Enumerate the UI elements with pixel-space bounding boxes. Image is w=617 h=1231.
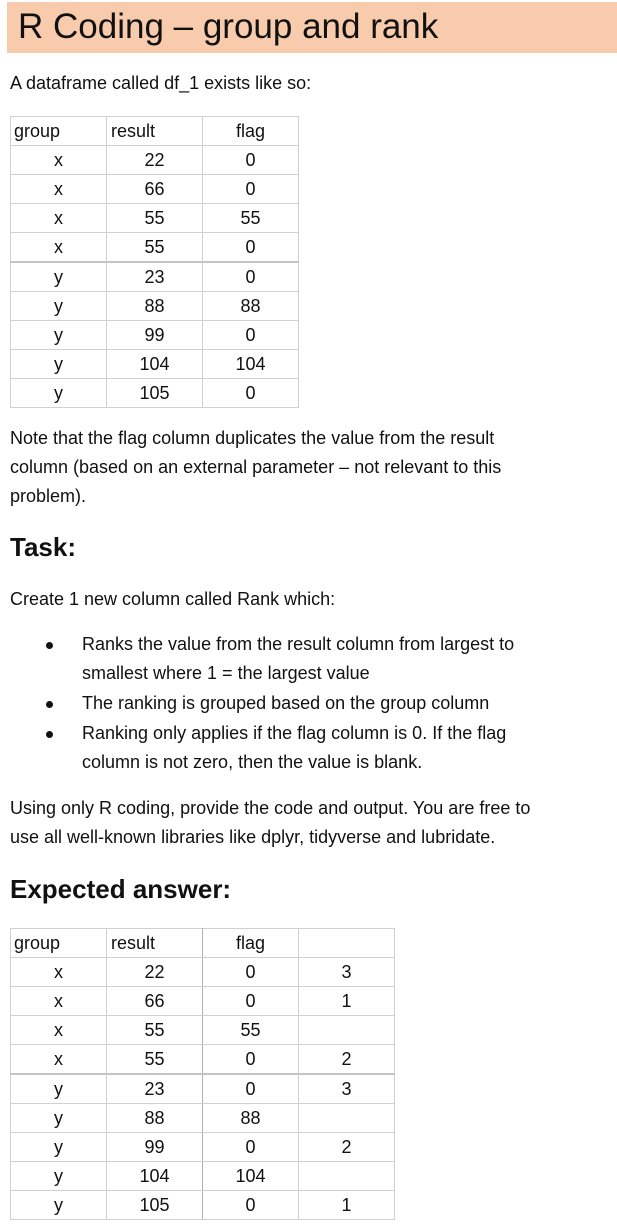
instructions-line: use all well-known libraries like dplyr, tidyverse and lubridate. <box>10 827 496 847</box>
table-row <box>11 1045 395 1075</box>
table-cell: 55 <box>107 1045 203 1075</box>
input-dataframe-table <box>10 116 299 408</box>
table-cell: 3 <box>299 1074 395 1104</box>
table-cell: 0 <box>203 987 299 1016</box>
table-cell: y <box>11 1162 107 1191</box>
table-row <box>11 1074 395 1104</box>
table-cell: x <box>11 1045 107 1075</box>
table-cell: 55 <box>107 1016 203 1045</box>
table-row <box>11 1133 395 1162</box>
table-cell: 99 <box>107 1133 203 1162</box>
table-cell: x <box>11 175 107 204</box>
table-cell: 0 <box>203 1045 299 1075</box>
table-cell: 1 <box>299 1191 395 1220</box>
list-item-line: smallest where 1 = the largest value <box>82 663 370 683</box>
table-cell: 55 <box>107 233 203 263</box>
column-header: result <box>107 117 203 146</box>
table-cell: 0 <box>203 1074 299 1104</box>
list-item-line: The ranking is grouped based on the group column <box>82 693 490 713</box>
table-cell: y <box>11 262 107 292</box>
table-cell: 0 <box>203 233 299 263</box>
table-row <box>11 233 299 263</box>
table-cell <box>299 1016 395 1045</box>
table-row <box>11 321 299 350</box>
list-item <box>10 689 610 718</box>
note-line: Note that the flag column duplicates the value from the result <box>10 428 495 448</box>
table-row <box>11 350 299 379</box>
table-cell: 1 <box>299 987 395 1016</box>
table-cell: 0 <box>203 146 299 175</box>
table-cell: y <box>11 321 107 350</box>
table-row <box>11 958 395 987</box>
list-item-line: column is not zero, then the value is blank. <box>82 752 423 772</box>
table-cell: 104 <box>107 350 203 379</box>
column-header: flag <box>203 929 299 958</box>
table-row <box>11 1104 395 1133</box>
table-cell: y <box>11 379 107 408</box>
table-cell: x <box>11 146 107 175</box>
list-item-line: Ranks the value from the result column from largest to <box>82 634 515 654</box>
table-row <box>11 987 395 1016</box>
table-cell: 23 <box>107 262 203 292</box>
table-cell: y <box>11 1104 107 1133</box>
table-cell: x <box>11 958 107 987</box>
table-cell: 0 <box>203 175 299 204</box>
page-title: R Coding – group and rank <box>18 7 439 46</box>
table-cell: 55 <box>203 1016 299 1045</box>
table-cell: x <box>11 204 107 233</box>
table-cell: 22 <box>107 958 203 987</box>
bullet-icon <box>46 731 53 738</box>
table-cell: 105 <box>107 1191 203 1220</box>
table-cell: 99 <box>107 321 203 350</box>
table-cell: 104 <box>107 1162 203 1191</box>
table-cell: 88 <box>107 1104 203 1133</box>
table-cell: y <box>11 1133 107 1162</box>
table-cell: 23 <box>107 1074 203 1104</box>
requirements-list <box>10 630 610 778</box>
table-row <box>11 1016 395 1045</box>
table-row <box>11 1162 395 1191</box>
table-cell: 0 <box>203 262 299 292</box>
table-cell <box>299 1104 395 1133</box>
table-cell: y <box>11 292 107 321</box>
table-cell: 105 <box>107 379 203 408</box>
table-cell: 2 <box>299 1133 395 1162</box>
table-cell: 2 <box>299 1045 395 1075</box>
column-header: group <box>11 117 107 146</box>
table-cell: 66 <box>107 175 203 204</box>
table-row <box>11 379 299 408</box>
table-cell <box>299 1162 395 1191</box>
table-cell: 0 <box>203 958 299 987</box>
task-heading: Task: <box>10 532 76 562</box>
table-row <box>11 262 299 292</box>
table-cell: 104 <box>203 350 299 379</box>
table-cell: 0 <box>203 1133 299 1162</box>
expected-output-table <box>10 928 395 1220</box>
table-cell: 55 <box>107 204 203 233</box>
table-cell: y <box>11 1074 107 1104</box>
table-row <box>11 1191 395 1220</box>
list-item <box>10 630 610 688</box>
task-intro: Create 1 new column called Rank which: <box>10 589 336 609</box>
table-cell: 88 <box>203 292 299 321</box>
table-cell: 88 <box>203 1104 299 1133</box>
table-cell: 55 <box>203 204 299 233</box>
table-cell: x <box>11 1016 107 1045</box>
title-banner <box>7 2 617 53</box>
table-row <box>11 175 299 204</box>
table-row <box>11 204 299 233</box>
table-cell: 104 <box>203 1162 299 1191</box>
column-header: result <box>107 929 203 958</box>
intro-text: A dataframe called df_1 exists like so: <box>10 73 312 93</box>
column-header <box>299 929 395 958</box>
column-header: flag <box>203 117 299 146</box>
table-row <box>11 292 299 321</box>
expected-answer-heading: Expected answer: <box>10 874 232 904</box>
table-cell: 88 <box>107 292 203 321</box>
table-cell: x <box>11 987 107 1016</box>
table-cell: 0 <box>203 1191 299 1220</box>
list-item <box>10 719 610 777</box>
table-cell: 0 <box>203 379 299 408</box>
table-cell: y <box>11 350 107 379</box>
table-row <box>11 146 299 175</box>
instructions-line: Using only R coding, provide the code and output. You are free to <box>10 798 531 818</box>
table-cell: 22 <box>107 146 203 175</box>
list-item-line: Ranking only applies if the flag column is 0. If the flag <box>82 723 507 743</box>
note-line: problem). <box>10 486 87 506</box>
note-line: column (based on an external parameter – not relevant to this <box>10 457 502 477</box>
table-cell: 3 <box>299 958 395 987</box>
bullet-icon <box>46 642 53 649</box>
table-cell: 66 <box>107 987 203 1016</box>
table-cell: x <box>11 233 107 263</box>
table-cell: 0 <box>203 321 299 350</box>
bullet-icon <box>46 701 53 708</box>
column-header: group <box>11 929 107 958</box>
table-cell: y <box>11 1191 107 1220</box>
